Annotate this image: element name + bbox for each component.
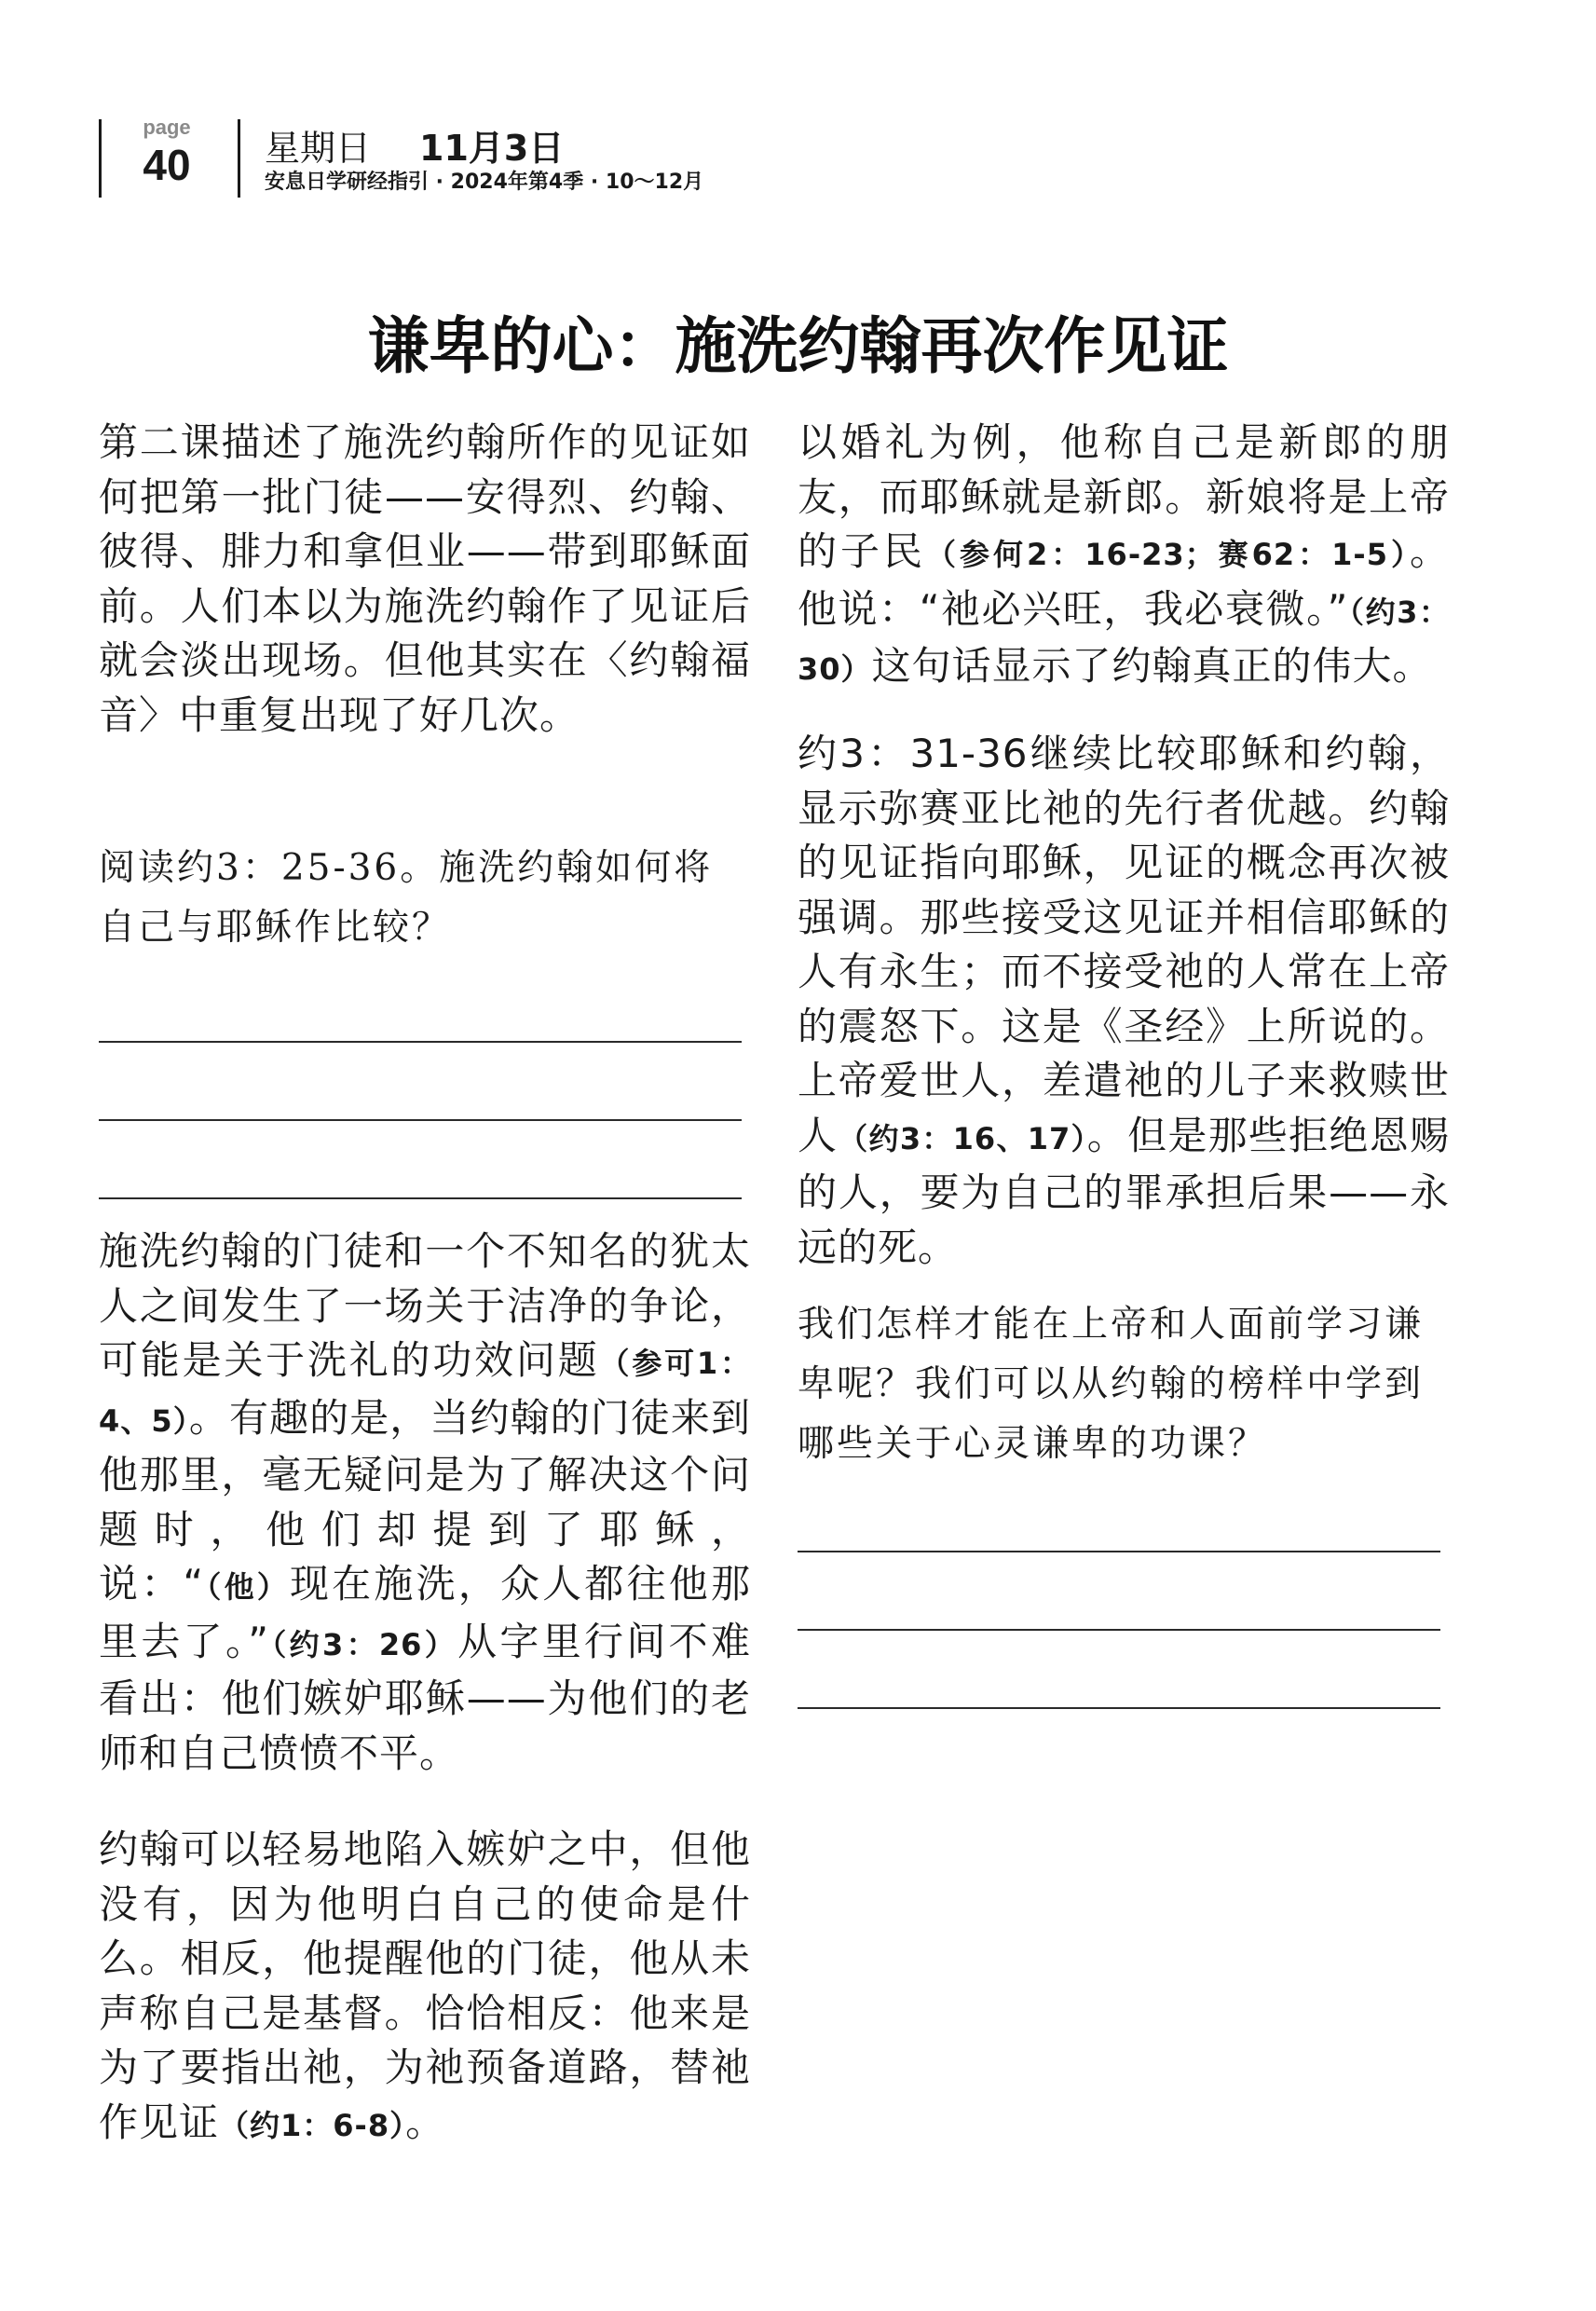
scripture-ref: （约1：6-8） xyxy=(219,2107,406,2143)
page-number: 40 xyxy=(143,141,191,189)
answer-line[interactable] xyxy=(99,1197,742,1199)
scripture-ref: （他） xyxy=(204,1569,290,1605)
paragraph xyxy=(99,1823,751,2153)
answer-line[interactable] xyxy=(99,1041,742,1043)
text: 以婚礼为例，他称自己是新郎的朋友，而耶稣就是新郎。新娘将是上帝的子民 xyxy=(798,419,1450,574)
study-question: 我们怎样才能在上帝和人面前学习谦卑呢？我们可以从约翰的榜样中学到哪些关于心灵谦卑的功课？ xyxy=(798,1304,1425,1465)
page-header xyxy=(0,0,1596,214)
text: 。有趣的是，当约翰的门徒来到他那里，毫无疑问是为了解决这个问题时，他们却提到了耶稣，说：“ xyxy=(99,1394,751,1607)
divider xyxy=(238,119,240,198)
page-label: page xyxy=(143,116,191,139)
text: 现在施洗，众人都往他那里去了。” xyxy=(99,1561,751,1664)
scripture-ref: （约3：16、17） xyxy=(838,1120,1087,1156)
paragraph xyxy=(798,416,1450,697)
right-question xyxy=(798,1295,1450,1474)
scripture-ref: （参何2：16-23；赛62：1-5） xyxy=(926,537,1410,572)
text: 这句话显示了约翰真正的伟大。 xyxy=(871,643,1433,689)
text: 约3：31-36继续比较耶稣和约翰，显示弥赛亚比祂的先行者优越。约翰的见证指向耶稣，见证的概念再次被强调。那些接受这见证并相信耶稣的人有永生；而不接受祂的人常在上帝的震怒下。这是《圣经》上所说的。上帝爱世人，差遣祂的儿子来救赎世人 xyxy=(798,731,1450,1158)
answer-line[interactable] xyxy=(798,1707,1440,1709)
paragraph xyxy=(798,727,1450,1275)
paragraph xyxy=(99,1224,751,1781)
scripture-ref: （参可1：4、5） xyxy=(99,1346,751,1439)
lesson-title: 谦卑的心：施洗约翰再次作见证 xyxy=(367,309,1229,382)
text: 。他说：“祂必兴旺，我必衰微。” xyxy=(798,528,1450,632)
left-paragraph-1 xyxy=(99,416,751,743)
left-paragraph-2 xyxy=(99,1224,751,1781)
answer-line[interactable] xyxy=(798,1629,1440,1631)
text: 施洗约翰的门徒和一个不知名的犹太人之间发生了一场关于洁净的争论，可能是关于洗礼的功效问题 xyxy=(99,1228,751,1383)
scripture-ref: （约3：30） xyxy=(798,594,1450,687)
paragraph: 第二课描述了施洗约翰所作的见证如何把第一批门徒——安得烈、约翰、彼得、腓力和拿但业——带到耶稣面前。人们本以为施洗约翰作了见证后就会淡出现场。但他其实在〈约翰福音〉中重复出现了好几次。 xyxy=(99,419,751,738)
weekday: 星期日 xyxy=(265,128,372,169)
right-paragraph-2 xyxy=(798,727,1450,1275)
text: 从字里行间不难看出：他们嫉妒耶稣——为他们的老师和自己愤愤不平。 xyxy=(99,1618,751,1776)
right-paragraph-1 xyxy=(798,416,1450,697)
scripture-ref: （约3：26） xyxy=(269,1626,458,1662)
publication-subtitle: 安息日学研经指引 · 2024年第4季 · 10～12月 xyxy=(265,171,704,194)
divider xyxy=(99,119,102,198)
left-question xyxy=(99,839,751,958)
left-paragraph-3 xyxy=(99,1823,751,2153)
date: 11月3日 xyxy=(419,128,565,169)
study-question: 阅读约3：25-36。施洗约翰如何将自己与耶稣作比较？ xyxy=(99,847,714,949)
text: 。 xyxy=(405,2099,446,2145)
text: 。但是那些拒绝恩赐的人，要为自己的罪承担后果——永远的死。 xyxy=(798,1112,1450,1270)
text: 约翰可以轻易地陷入嫉妒之中，但他没有，因为他明白自己的使命是什么。相反，他提醒他的门徒，他从未声称自己是基督。恰恰相反：他来是为了要指出祂，为祂预备道路，替祂作见证 xyxy=(99,1826,751,2145)
answer-line[interactable] xyxy=(99,1119,742,1121)
answer-line[interactable] xyxy=(798,1551,1440,1552)
